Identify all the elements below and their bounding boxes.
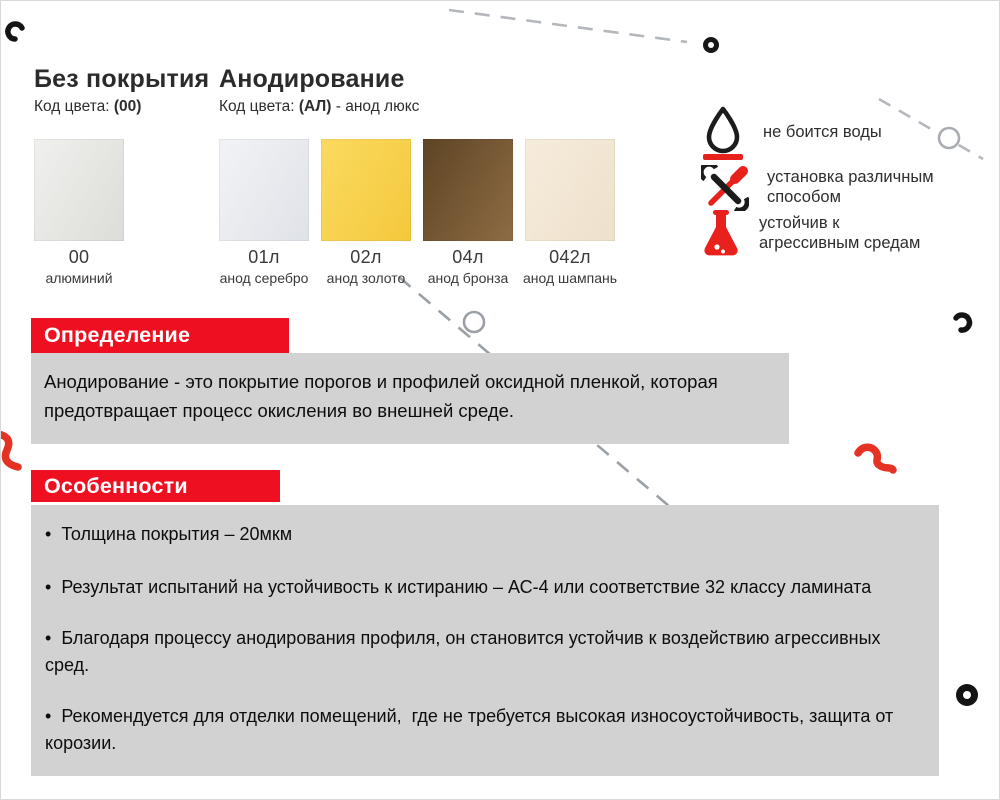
feature-bullet: • Толщина покрытия – 20мкм <box>45 521 921 548</box>
no-coating-code-label: Код цвета: <box>34 98 110 115</box>
swatch-anod-champagne <box>525 139 615 241</box>
features-banner-label: Особенности <box>44 473 188 498</box>
swatch-anod-bronze <box>423 139 513 241</box>
feature-bullet: • Благодаря процессу анодирования профиля, он становится устойчив к воздействию агрессивных сред. <box>45 625 921 679</box>
anodizing-title: Анодирование <box>219 65 405 93</box>
swatch-code: 01л <box>248 247 280 267</box>
no-coating-title: Без покрытия <box>34 65 210 93</box>
benefit-installation <box>701 165 945 211</box>
swatch-aluminum <box>34 139 124 241</box>
swatch-code: 02л <box>350 247 382 267</box>
benefit-text: установка различным способом <box>767 168 934 206</box>
content-layer <box>1 1 999 799</box>
benefit-text: устойчив к агрессивным средам <box>759 214 921 252</box>
no-coating-code-value: (00) <box>113 98 142 115</box>
definition-banner <box>31 318 289 353</box>
swatch-label <box>505 247 635 286</box>
benefit-chem-resistance <box>701 209 937 259</box>
swatch-code: 00 <box>68 247 90 267</box>
swatch-code: 04л <box>452 247 484 267</box>
swatch-code: 042л <box>549 247 591 267</box>
swatch-anod-gold <box>321 139 411 241</box>
anodizing-code-value: (АЛ) <box>298 98 332 115</box>
feature-bullet: • Результат испытаний на устойчивость к истиранию – АС-4 или соответствие 32 классу ламината <box>45 574 921 601</box>
swatch-name: анод шампань <box>522 270 618 286</box>
no-coating-code-line <box>34 98 141 116</box>
features-panel <box>31 505 939 776</box>
feature-bullet: • Рекомендуется для отделки помещений, где не требуется высокая износоустойчивость, защита от корозии. <box>45 703 921 757</box>
definition-text: Анодирование - это покрытие порогов и профилей оксидной пленкой, которая предотвращает процесс окисления во внешней среде. <box>44 371 718 421</box>
definition-panel <box>31 353 789 444</box>
flask-icon <box>701 209 741 259</box>
swatch-label <box>14 247 144 286</box>
benefit-text: не боится воды <box>763 123 882 142</box>
anodizing-code-line <box>219 98 419 116</box>
definition-banner-label: Определение <box>44 323 191 347</box>
water-drop-icon <box>701 105 745 161</box>
swatch-anod-silver <box>219 139 309 241</box>
swatch-name: анод золото <box>326 270 406 286</box>
swatch-name: анод бронза <box>427 270 509 286</box>
benefit-water <box>701 105 882 161</box>
tools-icon <box>701 165 749 211</box>
anodizing-code-label: Код цвета: <box>219 98 295 115</box>
anodizing-code-note: - анод люкс <box>335 98 420 115</box>
features-banner <box>31 470 280 502</box>
swatch-name: анод серебро <box>219 270 309 286</box>
swatch-name: алюминий <box>45 270 113 286</box>
